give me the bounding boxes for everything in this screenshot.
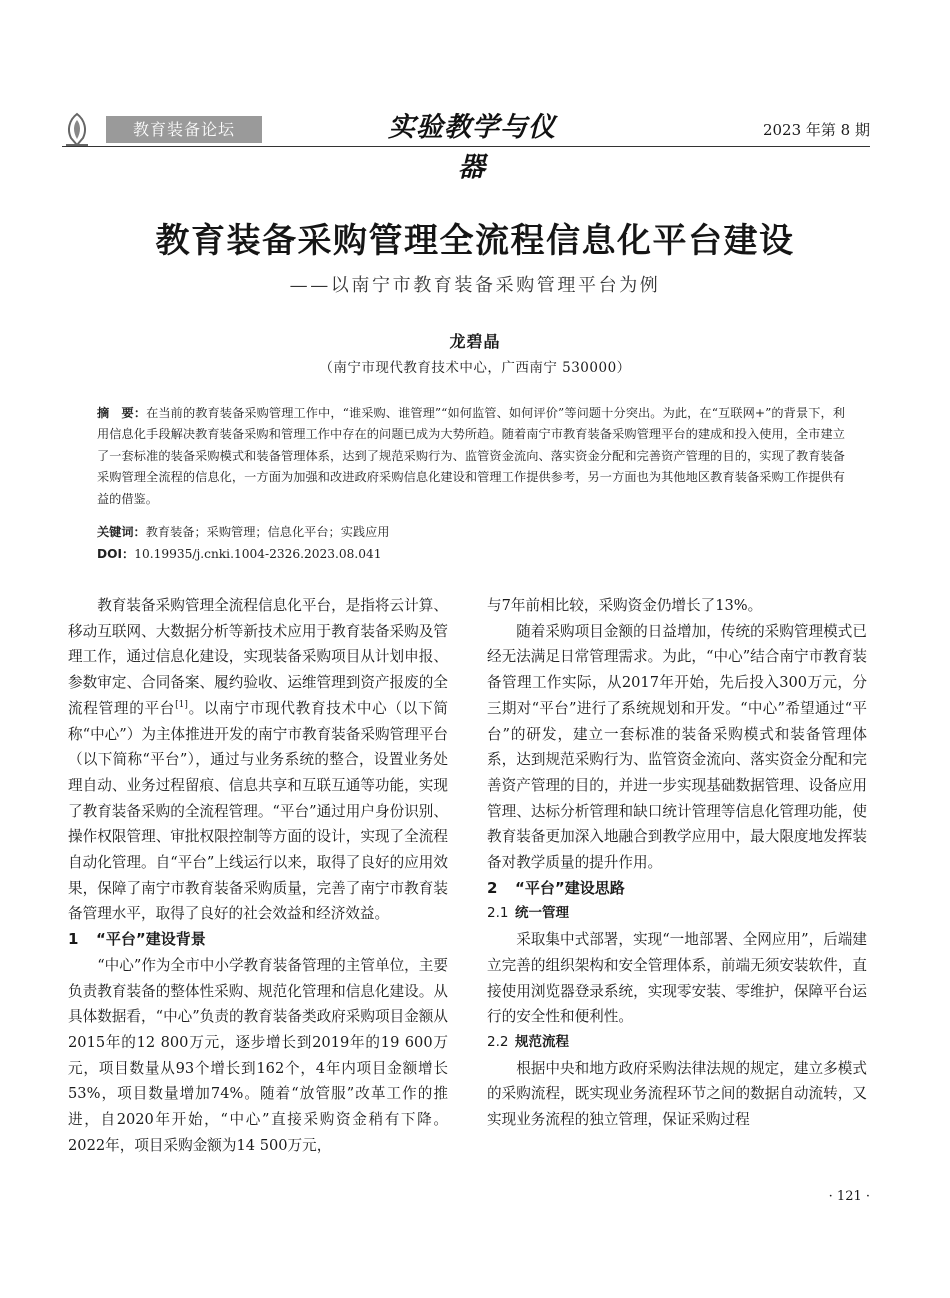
abstract: [97, 403, 845, 510]
section-label: 教育装备论坛: [106, 116, 262, 143]
keywords: [97, 522, 845, 543]
section-1-paragraph-1: “中心”作为全市中小学教育装备管理的主管单位，主要负责教育装备的整体性采购、规范化管理和信息化建设。从具体数据看，“中心”负责的教育装备类政府采购项目金额从2015年的12 800万元，逐步增长到2019年的19 600万元，项目数量从93个增长到162个，4年内项目金额增长53%，项目数量增加74%。随着“放管服”改革工作的推进，自2020年开始，“中心”直接采购资金稍有下降。2022年，项目采购金额为14 500万元，: [68, 956, 448, 1154]
abstract-label: 摘 要：: [97, 406, 147, 420]
journal-logo-icon: [62, 112, 92, 148]
page-number: · 121 ·: [828, 1189, 870, 1204]
intro-paragraph: 教育装备采购管理全流程信息化平台，是指将云计算、移动互联网、大数据分析等新技术应用于教育装备采购及管理工作，通过信息化建设，实现装备采购项目从计划申报、参数审定、合同备案、履约验收、运维管理到资产报废的全流程管理的平台[1]。以南宁市现代教育技术中心（以下简称“中心”）为主体推进开发的南宁市教育装备采购管理平台（以下简称“平台”），通过与业务系统的整合，设置业务处理自动、业务过程留痕、信息共享和互联互通等功能，实现了教育装备采购的全流程管理。“平台”通过用户身份识别、操作权限管理、审批权限控制等方面的设计，实现了全流程自动化管理。自“平台”上线运行以来，取得了良好的应用效果，保障了南宁市教育装备采购质量，完善了南宁市教育装备管理水平，取得了良好的社会效益和经济效益。: [68, 597, 448, 923]
section-2-heading: 2 “平台”建设思路: [487, 878, 625, 897]
body-column-right: [487, 593, 867, 1133]
section-2-1-heading: 2.1 统一管理: [487, 905, 569, 922]
keywords-text: 教育装备；采购管理；信息化平台；实践应用: [145, 525, 390, 539]
author-affiliation: （南宁市现代教育技术中心，广西南宁 530000）: [319, 360, 631, 376]
article-subtitle: ——以南宁市教育装备采购管理平台为例: [289, 275, 661, 296]
issue-label: 2023 年第 8 期: [762, 121, 870, 139]
abstract-text: 在当前的教育装备采购管理工作中，“谁采购、谁管理”“如何监管、如何评价”等问题十分突出。为此，在“互联网+”的背景下，利用信息化手段解决教育装备采购和管理工作中存在的问题已成为大势所趋。随着南宁市教育装备采购管理平台的建成和投入使用，全市建立了一套标准的装备采购模式和装备管理体系，达到了规范采购行为、监管资金流向、落实资金分配和完善资产管理的目的，实现了教育装备采购管理全流程的信息化，一方面为加强和改进政府采购信息化建设和管理工作提供参考，另一方面也为其他地区教育装备采购工作提供有益的借鉴。: [97, 406, 845, 506]
header-divider: [62, 146, 870, 147]
author-name: 龙碧晶: [449, 332, 501, 351]
journal-name: 实验教学与仪器: [388, 112, 556, 183]
citation-ref[interactable]: [1]: [175, 699, 188, 710]
section-2-2-paragraph: 根据中央和地方政府采购法律法规的规定，建立多模式的采购流程，既实现业务流程环节之间的数据自动流转，又实现业务流程的独立管理，保证采购过程: [487, 1059, 867, 1129]
body-column-left: [68, 593, 448, 1158]
article-title: 教育装备采购管理全流程信息化平台建设: [155, 221, 795, 261]
section-1-paragraph-2: 随着采购项目金额的日益增加，传统的采购管理模式已经无法满足日常管理需求。为此，“中心”结合南宁市教育装备管理工作实际，从2017年开始，先后投入300万元，分三期对“平台”进行了系统规划和开发。“中心”希望通过“平台”的研发，建立一套标准的装备采购模式和装备管理体系，达到规范采购行为、监管资金流向、落实资金分配和完善资产管理的目的，并进一步实现基础数据管理、设备应用管理、达标分析管理和缺口统计管理等信息化管理功能，使教育装备更加深入地融合到教学应用中，最大限度地发挥装备对教学质量的提升作用。: [487, 622, 867, 872]
section-2-2-heading: 2.2 规范流程: [487, 1033, 569, 1050]
section-1-heading: 1 “平台”建设背景: [68, 930, 206, 949]
doi: [97, 544, 845, 565]
keywords-label: 关键词：: [97, 525, 146, 539]
section-1-paragraph-1-cont: 与7年前相比较，采购资金仍增长了13%。: [487, 597, 763, 614]
doi-label: DOI：: [97, 547, 135, 561]
doi-text[interactable]: 10.19935/j.cnki.1004-2326.2023.08.041: [134, 547, 382, 561]
section-2-1-paragraph: 采取集中式部署，实现“一地部署、全网应用”，后端建立完善的组织架构和安全管理体系，前端无须安装软件，直接使用浏览器登录系统，实现零安装、零维护，保障平台运行的安全性和便利性。: [487, 931, 867, 1026]
